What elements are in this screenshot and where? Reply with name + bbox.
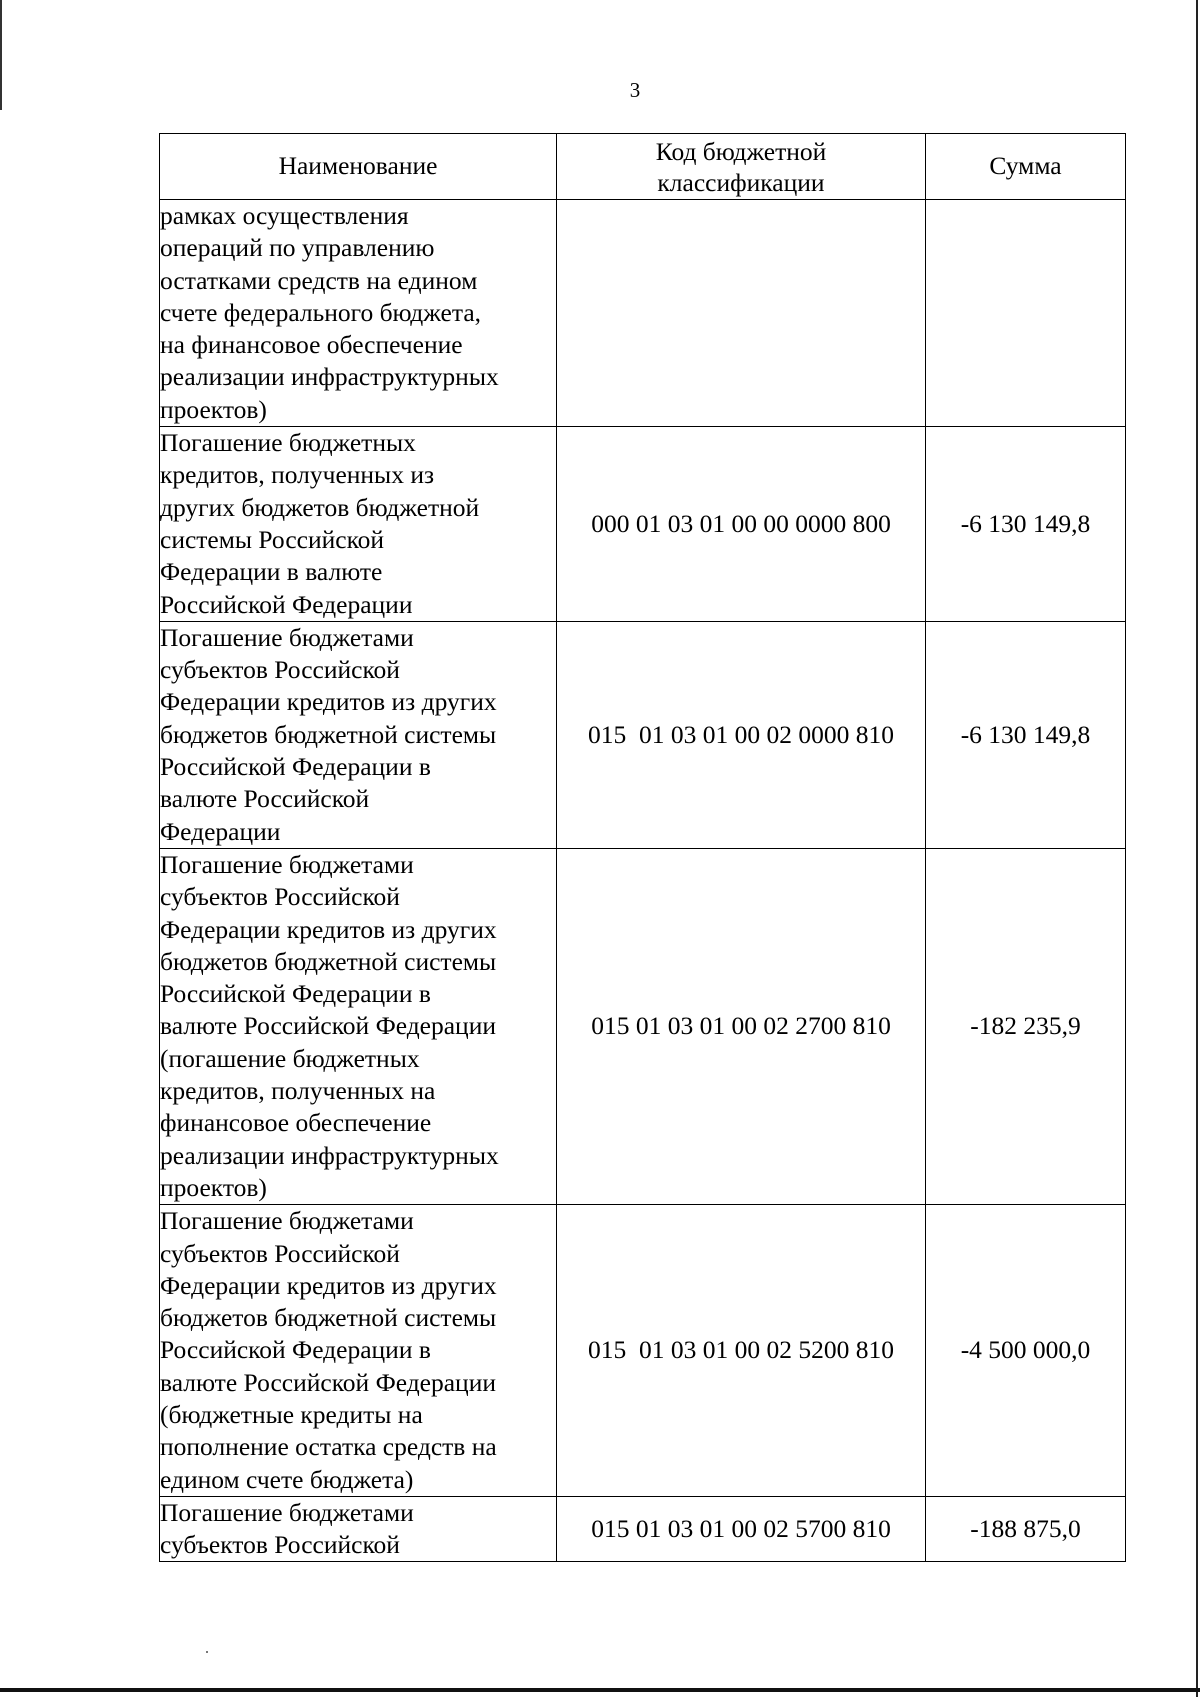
cell-name-line: пополнение остатка средств на xyxy=(160,1432,497,1462)
cell-name xyxy=(160,1496,557,1562)
cell-sum: -182 235,9 xyxy=(926,848,1126,1204)
table-row xyxy=(160,621,1126,848)
table-body xyxy=(160,200,1126,1562)
cell-name-line: проектов) xyxy=(160,1172,267,1202)
cell-name-line: Федерации кредитов из других xyxy=(160,914,497,944)
cell-name-line: бюджетов бюджетной системы xyxy=(160,719,497,749)
cell-sum xyxy=(926,200,1126,427)
table-row xyxy=(160,848,1126,1204)
cell-name-line: Российской Федерации в xyxy=(160,752,431,782)
cell-code: 000 01 03 01 00 00 0000 800 xyxy=(557,427,926,622)
cell-name-line: операций по управлению xyxy=(160,233,435,263)
cell-code: 015 01 03 01 00 02 5200 810 xyxy=(557,1205,926,1497)
cell-name-line: едином счете бюджета) xyxy=(160,1464,414,1494)
cell-name-line: (погашение бюджетных xyxy=(160,1043,420,1073)
header-sum: Сумма xyxy=(926,134,1126,200)
page-number: 3 xyxy=(629,78,641,102)
cell-name-line: Российской Федерации в xyxy=(160,979,431,1009)
cell-name-line: бюджетов бюджетной системы xyxy=(160,946,497,976)
cell-name-line: валюте Российской xyxy=(160,784,370,814)
cell-name-line: субъектов Российской xyxy=(160,655,400,685)
cell-name-line: других бюджетов бюджетной xyxy=(160,492,480,522)
cell-name-line: Федерации кредитов из других xyxy=(160,1270,497,1300)
table-header-row xyxy=(160,134,1126,200)
cell-name-line: Федерации кредитов из других xyxy=(160,687,497,717)
cell-name-line: проектов) xyxy=(160,394,267,424)
scan-speck xyxy=(206,1651,208,1653)
cell-code xyxy=(557,200,926,427)
table-row xyxy=(160,1496,1126,1562)
header-name: Наименование xyxy=(160,134,557,200)
cell-sum: -4 500 000,0 xyxy=(926,1205,1126,1497)
cell-name xyxy=(160,427,557,622)
table-row xyxy=(160,427,1126,622)
cell-name-line: реализации инфраструктурных xyxy=(160,1140,499,1170)
header-code-line1: Код бюджетной xyxy=(655,136,827,166)
cell-name-line: Российской Федерации xyxy=(160,589,413,619)
cell-name-line: Погашение бюджетных xyxy=(160,428,416,458)
cell-code: 015 01 03 01 00 02 5700 810 xyxy=(557,1496,926,1562)
cell-name-line: Российской Федерации в xyxy=(160,1335,431,1365)
cell-name-line: реализации инфраструктурных xyxy=(160,362,499,392)
cell-name-line: субъектов Российской xyxy=(160,1238,400,1268)
cell-name xyxy=(160,621,557,848)
cell-name-line: валюте Российской Федерации xyxy=(160,1011,496,1041)
cell-name-line: остатками средств на едином xyxy=(160,265,478,295)
cell-name xyxy=(160,848,557,1204)
cell-name-line: субъектов Российской xyxy=(160,882,400,912)
cell-name-line: на финансовое обеспечение xyxy=(160,330,463,360)
cell-name-line: финансовое обеспечение xyxy=(160,1108,432,1138)
cell-name-line: бюджетов бюджетной системы xyxy=(160,1303,497,1333)
cell-name-line: субъектов Российской xyxy=(160,1530,400,1560)
cell-name-line: Погашение бюджетами xyxy=(160,1206,414,1236)
cell-name-line: кредитов, полученных на xyxy=(160,1076,436,1106)
table-row xyxy=(160,200,1126,427)
header-code xyxy=(557,134,926,200)
cell-name-line: рамках осуществления xyxy=(160,201,409,230)
cell-name-line: валюте Российской Федерации xyxy=(160,1367,496,1397)
cell-sum: -6 130 149,8 xyxy=(926,427,1126,622)
scan-edge-right xyxy=(1196,0,1198,1697)
cell-name-line: Федерации xyxy=(160,816,281,846)
cell-name-line: счете федерального бюджета, xyxy=(160,297,482,327)
cell-sum: -6 130 149,8 xyxy=(926,621,1126,848)
cell-code: 015 01 03 01 00 02 2700 810 xyxy=(557,848,926,1204)
cell-name-line: Федерации в валюте xyxy=(160,557,383,587)
cell-name-line: Погашение бюджетами xyxy=(160,622,414,652)
cell-name xyxy=(160,200,557,427)
header-code-line2: классификации xyxy=(657,167,825,197)
cell-name-line: Погашение бюджетами xyxy=(160,1497,414,1527)
cell-sum: -188 875,0 xyxy=(926,1496,1126,1562)
cell-name-line: системы Российской xyxy=(160,524,385,554)
budget-table xyxy=(159,133,1126,1562)
cell-name-line: Погашение бюджетами xyxy=(160,849,414,879)
cell-name-line: кредитов, полученных из xyxy=(160,460,435,490)
table-row xyxy=(160,1205,1126,1497)
scan-edge-bottom xyxy=(0,1688,1200,1692)
cell-code: 015 01 03 01 00 02 0000 810 xyxy=(557,621,926,848)
cell-name xyxy=(160,1205,557,1497)
cell-name-line: (бюджетные кредиты на xyxy=(160,1399,423,1429)
